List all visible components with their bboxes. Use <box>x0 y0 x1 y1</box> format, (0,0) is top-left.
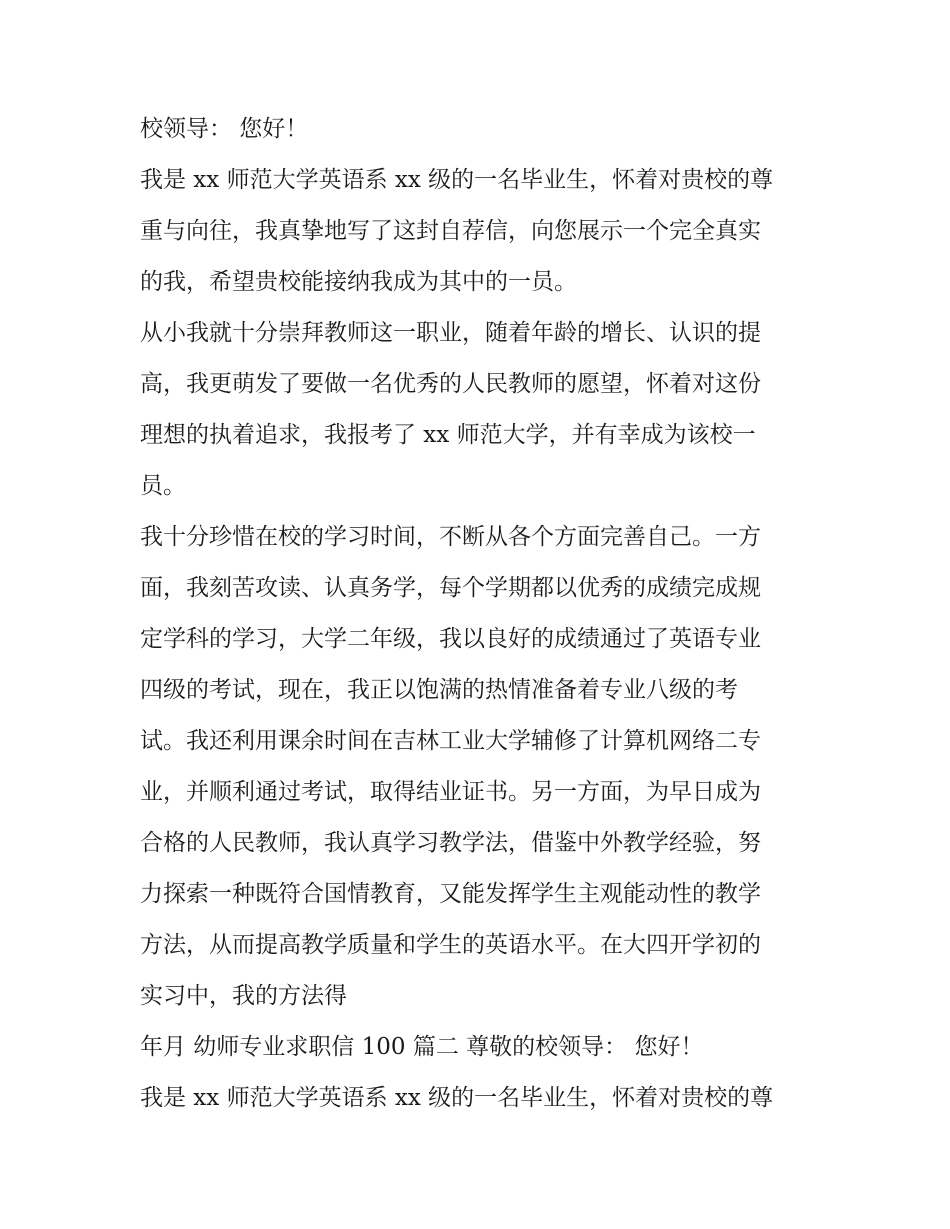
text-line: 实习中，我的方法得 <box>140 983 347 1009</box>
text-line: 我是 xx 师范大学英语系 xx 级的一名毕业生，怀着对贵校的尊 <box>140 1085 774 1111</box>
letter-body <box>140 104 820 1124</box>
text-line: 我是 xx 师范大学英语系 xx 级的一名毕业生，怀着对贵校的尊 <box>140 167 774 193</box>
text-line: 重与向往，我真挚地写了这封自荐信，向您展示一个完全真实 <box>140 218 761 244</box>
text-line: 高，我更萌发了要做一名优秀的人民教师的愿望，怀着对这份 <box>140 371 761 397</box>
text-line: 方法，从而提高教学质量和学生的英语水平。在大四开学初的 <box>140 932 761 958</box>
text-line: 年月 幼师专业求职信 100 篇二 尊敬的校领导： 您好！ <box>140 1034 704 1060</box>
text-line: 业，并顺利通过考试，取得结业证书。另一方面，为早日成为 <box>140 779 761 805</box>
text-line: 合格的人民教师，我认真学习教学法，借鉴中外教学经验，努 <box>140 830 761 856</box>
text-line: 四级的考试，现在，我正以饱满的热情准备着专业八级的考 <box>140 677 738 703</box>
text-line: 试。我还利用课余时间在吉林工业大学辅修了计算机网络二专 <box>140 728 761 754</box>
text-line: 从小我就十分崇拜教师这一职业，随着年龄的增长、认识的提 <box>140 320 761 346</box>
text-line: 员。 <box>140 473 186 499</box>
text-line: 理想的执着追求，我报考了 xx 师范大学，并有幸成为该校一 <box>140 422 756 448</box>
text-line: 定学科的学习，大学二年级，我以良好的成绩通过了英语专业 <box>140 626 761 652</box>
text-line: 校领导： 您好！ <box>140 116 309 142</box>
text-line: 力探索一种既符合国情教育，又能发挥学生主观能动性的教学 <box>140 881 761 907</box>
text-line: 的我，希望贵校能接纳我成为其中的一员。 <box>140 269 577 295</box>
text-line: 面，我刻苦攻读、认真务学，每个学期都以优秀的成绩完成规 <box>140 575 761 601</box>
text-line: 我十分珍惜在校的学习时间，不断从各个方面完善自己。一方 <box>140 524 761 550</box>
